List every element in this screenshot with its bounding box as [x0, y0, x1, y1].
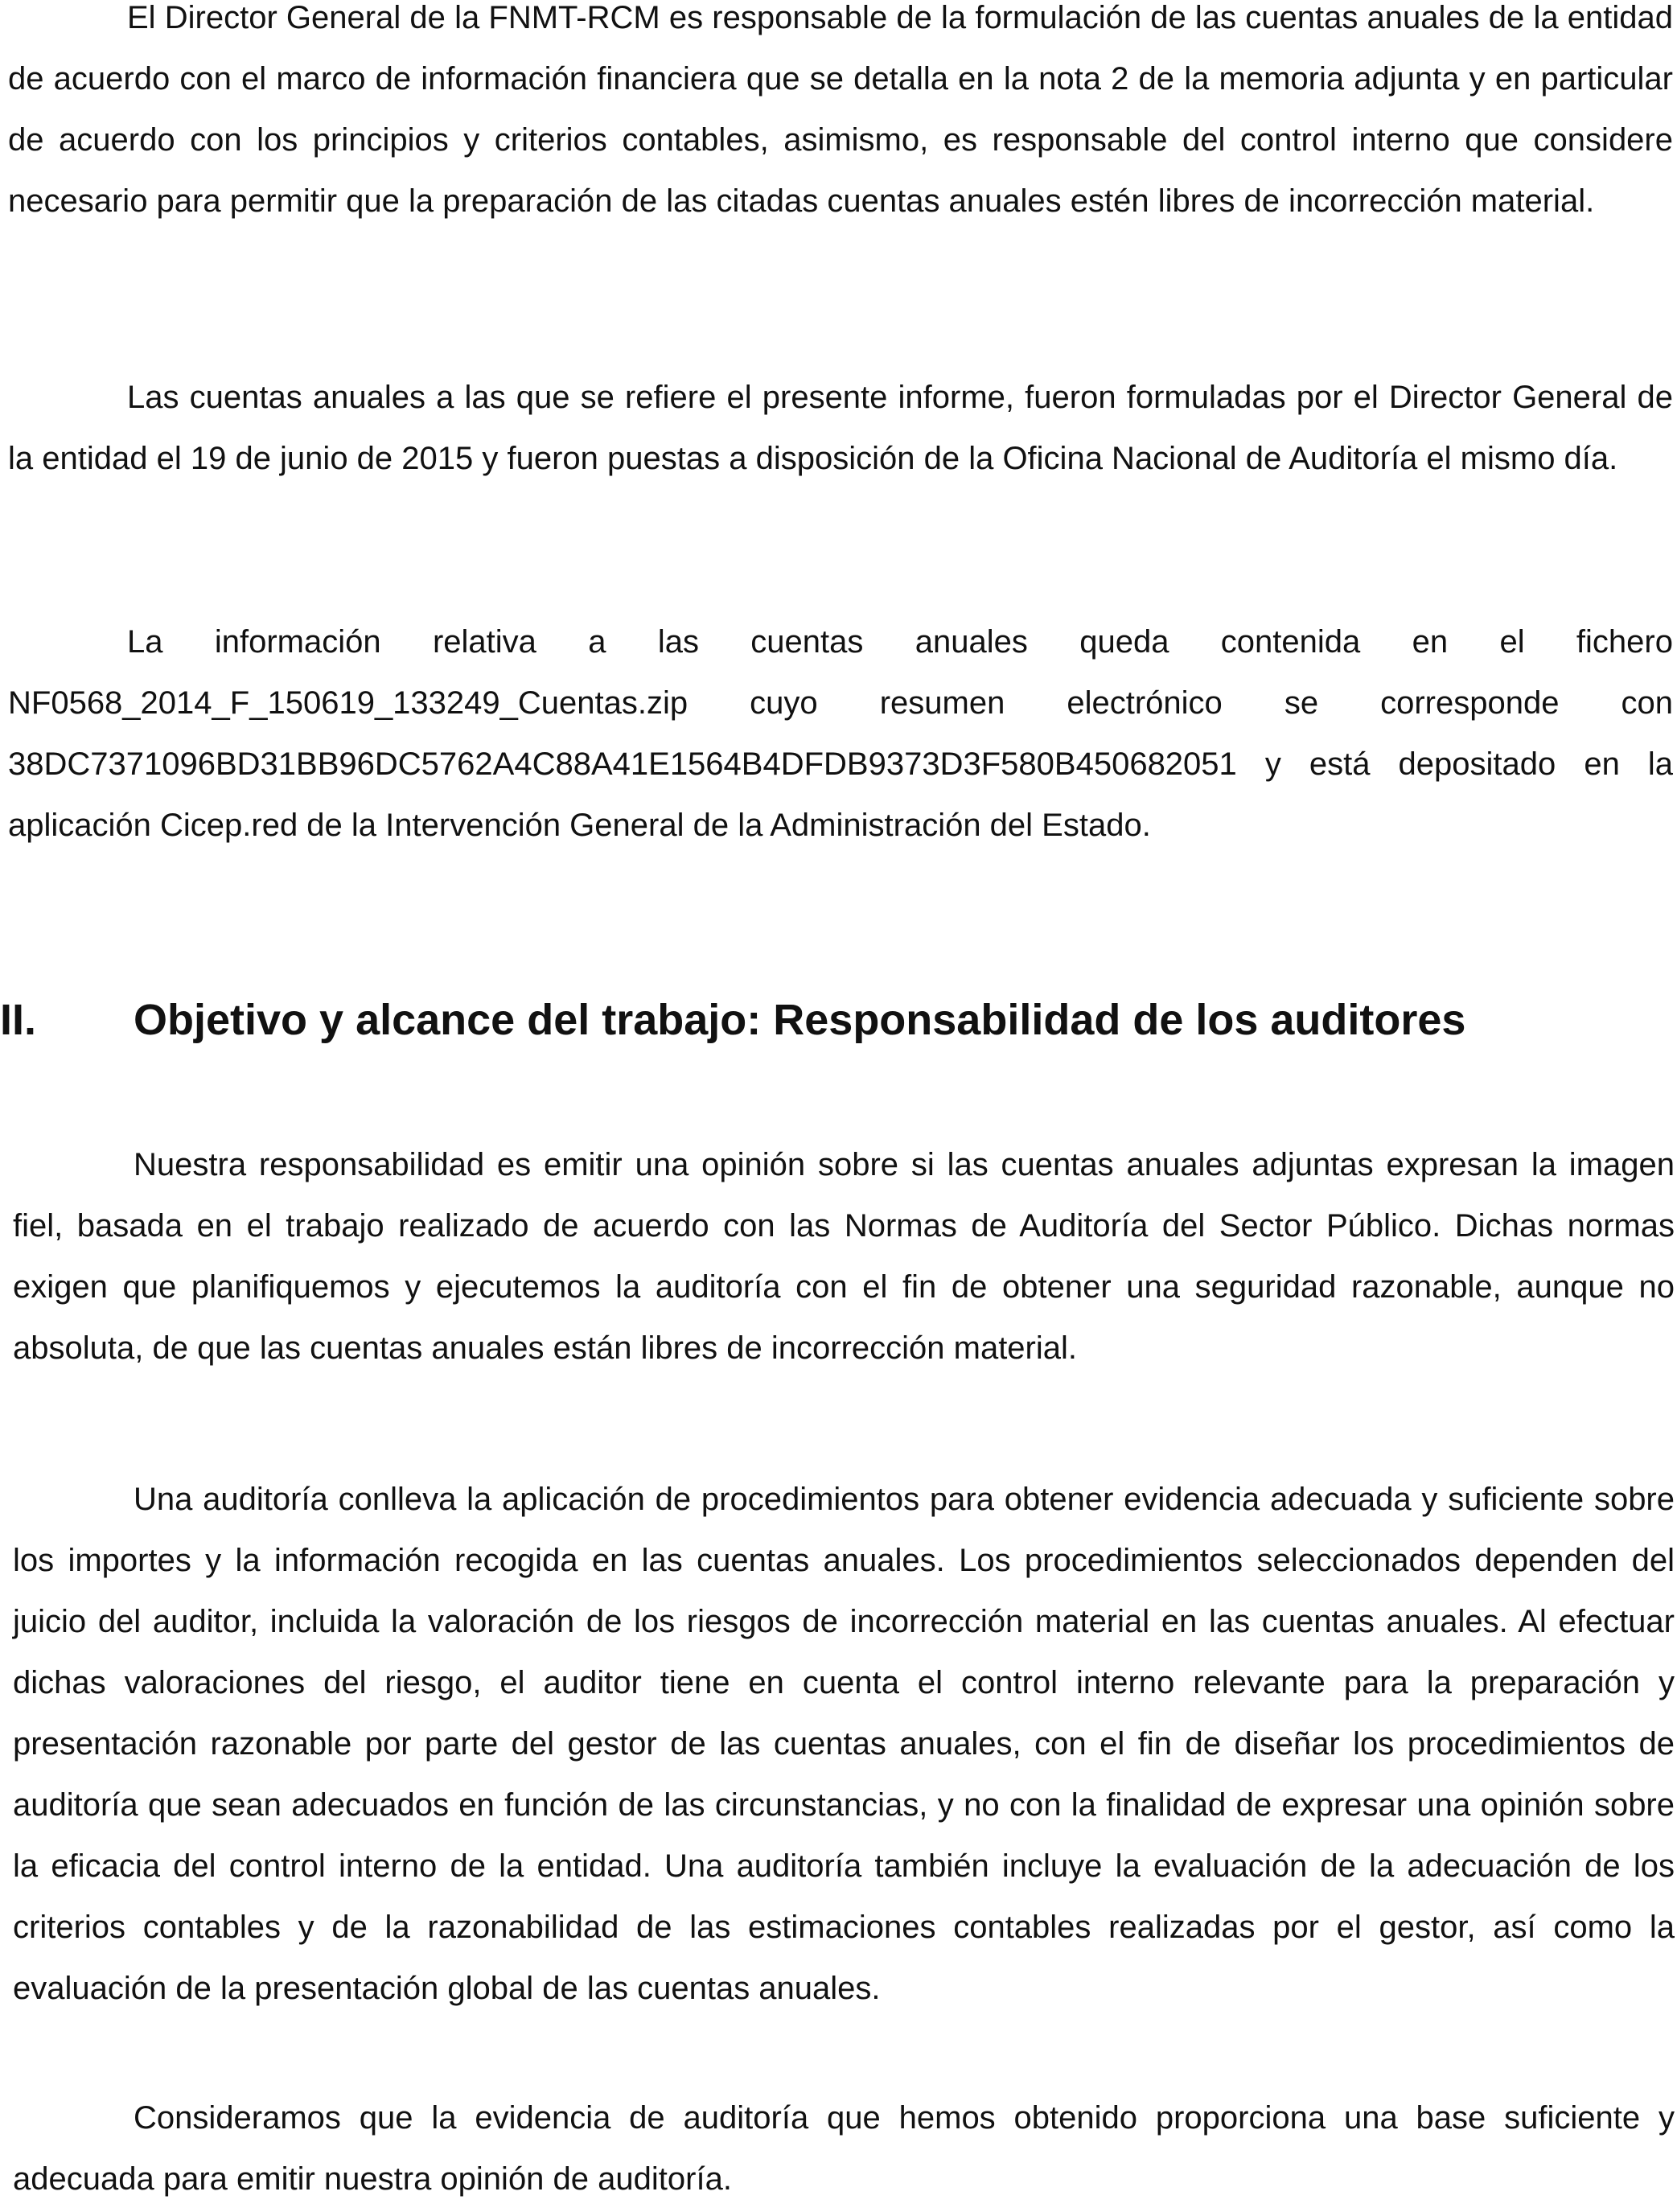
paragraph-audit-procedures: Una auditoría conlleva la aplicación de procedimientos para obtener evidencia adecuada y suficiente sobre los importes y la información recogida en las cuentas anuales. Los procedimientos seleccionados dependen del juicio del auditor, incluida la valoración de los riesgos de incorrección material en las cuentas anuales. Al efectuar dichas valoraciones del riesgo, el auditor tiene en cuenta el control interno relevante para la preparación y presentación razonable por parte del gestor de las cuentas anuales, con el fin de diseñar los procedimientos de auditoría que sean adecuados en función de las circunstancias, y no con la finalidad de expresar una opinión sobre la eficacia del control interno de la entidad. Una auditoría también incluye la evaluación de la adecuación de los criterios contables y de la razonabilidad de las estimaciones contables realizadas por el gestor, así como la evaluación de la presentación global de las cuentas anuales.: [13, 1482, 1675, 2006]
paragraph-director-responsibility: El Director General de la FNMT-RCM es responsable de la formulación de las cuentas anuales de la entidad de acuerdo con el marco de información financiera que se detalla en la nota 2 de la memoria adjunta y en particular de acuerdo con los principios y criterios contables, asimismo, es responsable del control interno que considere necesario para permitir que la preparación de las citadas cuentas anuales estén libres de incorrección material.: [8, 0, 1673, 219]
paragraph-formulation-date: Las cuentas anuales a las que se refiere el presente informe, fueron formuladas por el Director General de la entidad el 19 de junio de 2015 y fueron puestas a disposición de la Oficina Nacional de Auditoría el mismo día.: [8, 380, 1673, 476]
section-title: Objetivo y alcance del trabajo: Responsabilidad de los auditores: [134, 996, 1466, 1044]
paragraph-our-responsibility: Nuestra responsabilidad es emitir una opinión sobre si las cuentas anuales adjuntas expresan la imagen fiel, basada en el trabajo realizado de acuerdo con las Normas de Auditoría del Sector Público. Dichas normas exigen que planifiquemos y ejecutemos la auditoría con el fin de obtener una seguridad razonable, aunque no absoluta, de que las cuentas anuales están libres de incorrección material.: [13, 1147, 1675, 1366]
section-number: II.: [0, 996, 37, 1044]
section-heading: [0, 988, 1677, 1052]
paragraph-file-hash: La información relativa a las cuentas anuales queda contenida en el fichero NF0568_2014_F_150619_133249_Cuentas.zip cuyo resumen electrónico se corresponde con 38DC7371096BD31BB96DC5762A4C88A41E1564B4DFDB9373D3F580B450682051 y está depositado en la aplicación Cicep.red de la Intervención General de la Administración del Estado.: [8, 624, 1673, 843]
paragraph-audit-evidence: Consideramos que la evidencia de auditoría que hemos obtenido proporciona una base suficiente y adecuada para emitir nuestra opinión de auditoría.: [13, 2100, 1675, 2197]
